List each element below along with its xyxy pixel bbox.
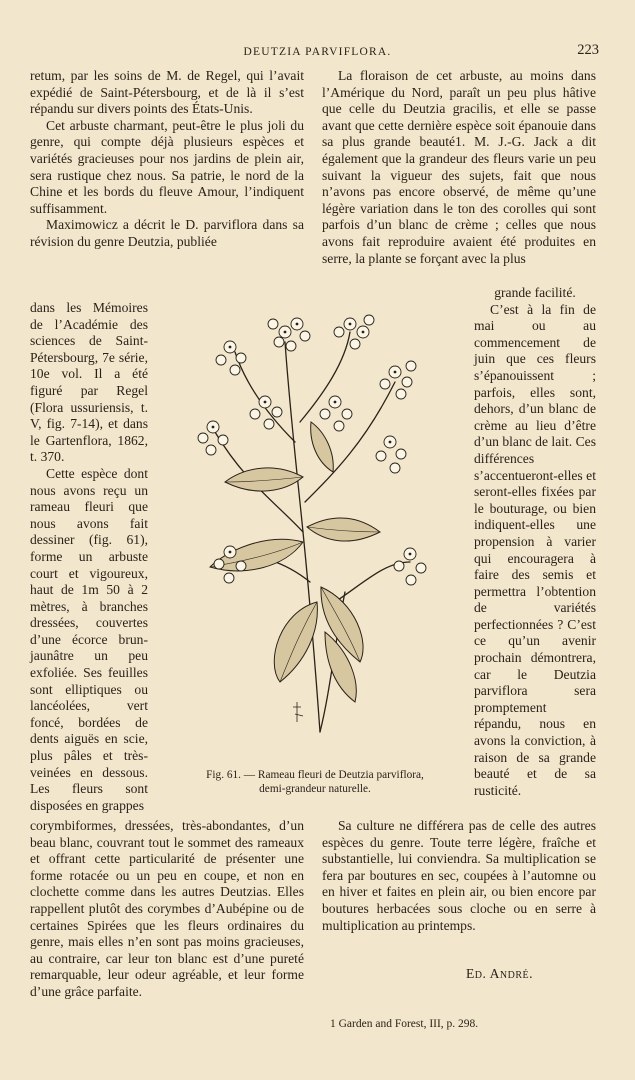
paragraph-4-continued: corymbiformes, dressées, très-abondantes, d’un beau blanc, couvrant tout le sommet des rameaux et offrant cette particularité de présenter une forme rotacée ou un peu en coupe, et non en clochette comme dans les autres Deutzias. Elles rappellent plutôt des corymbes d’Aubépine ou de certaines Spirées que les fleurs ordinaires du genre, mais elles n’en sont pas moins gracieuses, au contraire, car leur ton blanc est d’une pureté remarquable, leur odeur agréable, et leur forme d’une grâce parfaite. [30,818,304,999]
right-column-narrow [474,285,596,799]
paragraph-2: Cet arbuste charmant, peut-être le plus joli du genre, qui compte déjà plusieurs espèces et variétés gracieuses pour nos jardins de plein air, sera rustique chez nous. Sa patrie, le nord de la Chine et les bords du fleuve Amour, l’indiquent suffisamment. [30,117,304,216]
paragraph-5-continued: grande facilité. [494,285,576,300]
paragraph-1: retum, par les soins de M. de Regel, qui l’avait expédié de Saint-Pétersbourg, et de là il s’est répandu sur divers points des États-Unis. [30,68,304,117]
figure-caption [170,768,460,796]
author-signature: Ed. André. [466,966,534,981]
right-column-bottom [322,818,596,934]
paragraph-7: Sa culture ne différera pas de celle des autres espèces du genre. Toute terre légère, fraîche et substantielle, lui conviendra. Sa multiplication se fera par boutures en sec, coupées à l’automne ou en hiver et faites en plein air, ou bien encore par boutures herbacées sous cloche ou en serre à multiplication au printemps. [322,818,596,933]
left-column-top [30,68,304,251]
paragraph-6: C’est à la fin de mai ou au commencement de juin que ces fleurs s’épanouissent ; parfois, elles sont, dehors, d’un blanc de crème au lieu d’être d’un blanc de lait. Ces différences s’accentueront-elles et seront-elles fixées par le bouturage, ou bien indiquent-elles une propension à varier qui encouragera à faire des semis et permettra l’obtention de variétés perfectionnées ? C’est ce qu’un avenir prochain démontrera, car le Deutzia parviflora sera promptement répandu, nous en avons la conviction, à raison de sa grande beauté et de sa rusticité. [474,301,596,798]
figure-deutzia-illustration [185,302,435,764]
left-column-narrow [30,300,148,814]
paragraph-3: Maximowicz a décrit le D. parviflora dans sa révision du genre Deutzia, publiée [30,217,304,249]
right-column-top [322,68,596,267]
paragraph-3-continued: dans les Mémoires de l’Académie des sciences de Saint-Pétersbourg, 7e série, 10e vol. Il a été figuré par Regel (Flora ussuriensis, t. V, fig. 7-14), et dans le Gartenflora, 1862, t. 370. [30,300,148,465]
caption-line-1: Fig. 61. — Rameau fleuri de Deutzia parviflora, [206,769,424,781]
caption-line-2: demi-grandeur naturelle. [259,783,371,795]
footnote: 1 Garden and Forest, III, p. 298. [330,1018,479,1030]
paragraph-5: La floraison de cet arbuste, au moins dans l’Amérique du Nord, paraît un peu plus hâtive que celle du Deutzia gracilis, et elle se passe avant que cette dernière espèce soit épanouie dans sa plus grande beauté1. M. J.-G. Jack a dit également que la grandeur des fleurs varie un peu suivant la vigueur des sujets, fait que nous n’avons pas encore observé, de même qu’une légère variation dans le ton des corolles qui sont parfois d’un blanc de crème ; celles que nous avons fait reproduire avaient été produites en serre, la plante se forçant avec la plus [322,68,596,266]
left-column-bottom [30,818,304,1001]
page-number: 223 [577,42,599,58]
running-title: DEUTZIA PARVIFLORA. [243,46,392,58]
flowering-branch-drawing [185,302,435,764]
paragraph-4: Cette espèce dont nous avons reçu un rameau fleuri que nous avons fait dessiner (fig. 61), forme un arbuste court et vigoureux, haut de 1m 50 à 2 mètres, à branches dressées, couvertes d’une écorce brun-jaunâtre un peu exfoliée. Ses feuilles sont elliptiques ou lancéolées, vert foncé, bordées de dents aiguës en scie, plus pâles et très-veinées en dessous. Les fleurs sont disposées en grappes [30,465,148,813]
